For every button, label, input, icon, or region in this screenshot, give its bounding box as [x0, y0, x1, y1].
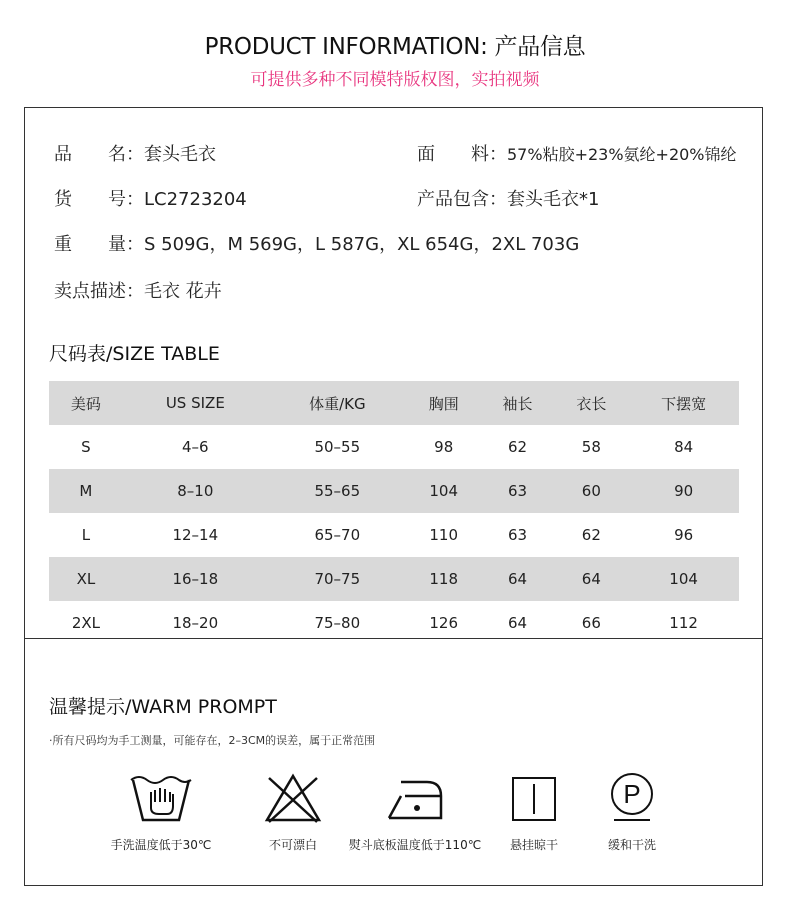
- table-cell: 62: [507, 438, 528, 456]
- header-cell: US SIZE: [165, 394, 225, 412]
- table-cell: 65–70: [314, 526, 361, 544]
- table-cell: 63: [507, 526, 528, 544]
- material-label: 面 料：: [417, 144, 507, 165]
- includes-value: 套头毛衣*1: [507, 189, 600, 210]
- hand-wash-icon: [129, 772, 193, 824]
- table-cell: 98: [434, 438, 454, 456]
- header-cell: 体重/KG: [309, 394, 366, 413]
- table-header-row: [49, 381, 739, 425]
- table-row: [49, 601, 739, 645]
- table-cell: L: [81, 526, 91, 544]
- header-cell: 袖长: [502, 394, 533, 413]
- table-cell: 84: [674, 438, 694, 456]
- table-row: [49, 469, 739, 513]
- table-cell: 63: [507, 482, 528, 500]
- table-cell: 126: [429, 614, 459, 632]
- care-item-dry-clean: [590, 772, 674, 853]
- table-cell: 75–80: [314, 614, 361, 632]
- info-name: [54, 140, 216, 166]
- table-cell: 16–18: [172, 570, 219, 588]
- table-cell: XL: [76, 570, 96, 588]
- header-cell: 美码: [70, 394, 101, 413]
- table-cell: 66: [581, 614, 601, 632]
- hang-dry-label: 悬挂晾干: [509, 838, 558, 852]
- header-cell: 胸围: [428, 394, 459, 413]
- table-cell: M: [79, 482, 93, 500]
- page-subtitle: 可提供多种不同模特版权图，实拍视频: [250, 70, 540, 90]
- header-cell: 衣长: [576, 394, 607, 413]
- table-cell: S: [81, 438, 91, 456]
- iron-icon: [383, 772, 447, 824]
- info-includes: [417, 185, 599, 211]
- no-bleach-label: 不可漂白: [268, 838, 317, 852]
- table-cell: 64: [581, 570, 601, 588]
- table-cell: 4–6: [182, 438, 209, 456]
- table-cell: 96: [674, 526, 694, 544]
- table-cell: 64: [507, 614, 528, 632]
- table-cell: 58: [581, 438, 601, 456]
- table-cell: 64: [507, 570, 528, 588]
- size-table: [49, 381, 739, 645]
- table-cell: 110: [429, 526, 459, 544]
- info-weight: [54, 230, 579, 256]
- care-item-hand-wash: [96, 772, 226, 853]
- table-cell: 55–65: [314, 482, 361, 500]
- sku-label: 货 号：: [54, 189, 144, 210]
- table-cell: 118: [429, 570, 459, 588]
- header-cell: 下摆宽: [661, 394, 707, 413]
- table-cell: 104: [669, 570, 698, 588]
- iron-label: 熨斗底板温度低于110℃: [348, 838, 482, 852]
- selling-label: 卖点描述：: [54, 281, 144, 302]
- dry-clean-label: 缓和干洗: [607, 838, 656, 852]
- dry-clean-glyph: P: [623, 779, 641, 809]
- dry-clean-icon: [606, 772, 658, 824]
- size-table-title: 尺码表/SIZE TABLE: [49, 343, 220, 365]
- name-label: 品 名：: [54, 144, 144, 165]
- table-row: [49, 513, 739, 557]
- includes-label: 产品包含：: [417, 189, 507, 210]
- care-item-hang-dry: [492, 772, 576, 853]
- info-selling: [54, 277, 222, 303]
- measurement-note: ·所有尺码均为手工测量，可能存在，2–3CM的误差，属于正常范围: [49, 734, 376, 747]
- table-cell: 50–55: [314, 438, 361, 456]
- table-row: [49, 557, 739, 601]
- table-cell: 112: [669, 614, 698, 632]
- weight-value: S 509G，M 569G，L 587G，XL 654G，2XL 703G: [144, 234, 580, 255]
- selling-value: 毛衣 花卉: [144, 281, 222, 302]
- material-value: 57%粘胶+23%氨纶+20%锦纶: [507, 145, 737, 164]
- care-item-no-bleach: [238, 772, 348, 853]
- no-bleach-icon: [263, 772, 323, 824]
- table-cell: 2XL: [71, 614, 100, 632]
- table-cell: 18–20: [172, 614, 219, 632]
- info-sku: [54, 185, 247, 211]
- table-cell: 60: [581, 482, 601, 500]
- sku-value: LC2723204: [144, 189, 247, 210]
- name-value: 套头毛衣: [144, 144, 216, 165]
- table-cell: 104: [429, 482, 459, 500]
- table-cell: 8–10: [177, 482, 214, 500]
- table-row: [49, 425, 739, 469]
- table-cell: 12–14: [172, 526, 219, 544]
- warm-prompt-title: 温馨提示/WARM PROMPT: [49, 696, 277, 718]
- info-material: [417, 140, 737, 166]
- table-cell: 90: [674, 482, 694, 500]
- hang-dry-icon: [509, 772, 559, 824]
- care-item-iron: [340, 772, 490, 853]
- hand-wash-label: 手洗温度低于30℃: [110, 838, 212, 852]
- weight-label: 重 量：: [54, 234, 144, 255]
- page-title: PRODUCT INFORMATION: 产品信息: [204, 34, 586, 60]
- table-cell: 70–75: [314, 570, 361, 588]
- table-cell: 62: [581, 526, 601, 544]
